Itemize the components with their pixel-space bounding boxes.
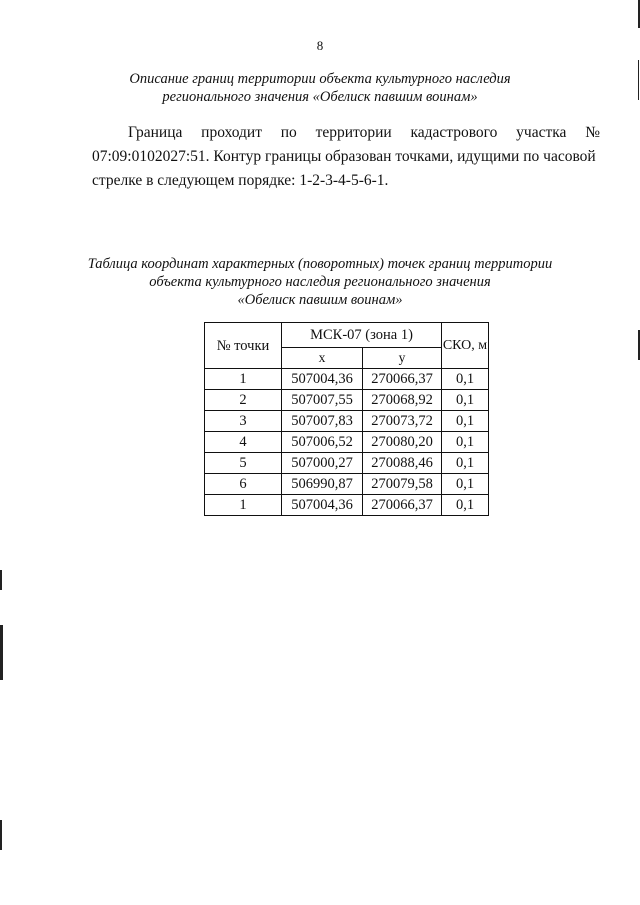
- cell-sko: 0,1: [442, 474, 489, 495]
- paragraph-word: территории: [315, 124, 392, 141]
- cell-sko: 0,1: [442, 411, 489, 432]
- paragraph-line: стрелке в следующем порядке: 1-2-3-4-5-6-1.: [92, 172, 389, 189]
- header-x: x: [282, 348, 363, 369]
- cell-y: 270073,72: [363, 411, 442, 432]
- header-coordinate-system: МСК-07 (зона 1): [282, 323, 442, 348]
- scan-edge-mark: [638, 60, 639, 100]
- paragraph-word: проходит: [201, 124, 262, 141]
- header-point-number: № точки: [205, 323, 282, 369]
- cell-sko: 0,1: [442, 453, 489, 474]
- cell-point: 5: [205, 453, 282, 474]
- scan-edge-mark: [0, 625, 3, 680]
- coordinates-table: [204, 322, 489, 516]
- scan-edge-mark: [0, 570, 2, 590]
- table-heading-line: объекта культурного наследия регионального значения: [149, 274, 491, 290]
- boundary-description: [92, 121, 600, 193]
- cell-y: 270066,37: [363, 369, 442, 390]
- header-y: y: [363, 348, 442, 369]
- cell-x: 507006,52: [282, 432, 363, 453]
- cell-x: 507007,55: [282, 390, 363, 411]
- cell-x: 507004,36: [282, 495, 363, 516]
- cell-point: 1: [205, 369, 282, 390]
- cell-sko: 0,1: [442, 432, 489, 453]
- cell-x: 506990,87: [282, 474, 363, 495]
- cell-sko: 0,1: [442, 369, 489, 390]
- paragraph-line: 07:09:0102027:51. Контур границы образован точками, идущими по часовой: [92, 148, 596, 165]
- paragraph-word: кадастрового: [410, 124, 498, 141]
- table-row: [205, 432, 489, 453]
- table-row: [205, 369, 489, 390]
- cell-x: 507004,36: [282, 369, 363, 390]
- table-row: [205, 453, 489, 474]
- table-row: [205, 474, 489, 495]
- cell-y: 270080,20: [363, 432, 442, 453]
- cell-point: 1: [205, 495, 282, 516]
- cell-point: 2: [205, 390, 282, 411]
- cell-y: 270066,37: [363, 495, 442, 516]
- section-heading-line: регионального значения «Обелиск павшим воинам»: [162, 89, 478, 105]
- table-row: [205, 390, 489, 411]
- cell-y: 270068,92: [363, 390, 442, 411]
- table-heading-line: «Обелиск павшим воинам»: [237, 292, 403, 308]
- paragraph-word: участка: [516, 124, 567, 141]
- paragraph-word: Граница: [128, 124, 183, 141]
- scan-edge-mark: [0, 820, 2, 850]
- cell-y: 270079,58: [363, 474, 442, 495]
- cell-sko: 0,1: [442, 495, 489, 516]
- cell-point: 4: [205, 432, 282, 453]
- cell-x: 507007,83: [282, 411, 363, 432]
- page-number: 8: [316, 38, 324, 53]
- paragraph-word: №: [585, 124, 600, 141]
- section-heading: [60, 70, 580, 106]
- section-heading-line: Описание границ территории объекта культурного наследия: [129, 71, 511, 87]
- table-heading: [60, 255, 580, 309]
- paragraph-word: по: [280, 124, 297, 141]
- cell-sko: 0,1: [442, 390, 489, 411]
- cell-point: 6: [205, 474, 282, 495]
- table-heading-line: Таблица координат характерных (поворотных) точек границ территории: [87, 256, 553, 272]
- table-row: [205, 411, 489, 432]
- cell-point: 3: [205, 411, 282, 432]
- header-sko: СКО, м: [442, 323, 489, 369]
- cell-y: 270088,46: [363, 453, 442, 474]
- table-row: [205, 495, 489, 516]
- cell-x: 507000,27: [282, 453, 363, 474]
- paragraph-line: [92, 121, 600, 145]
